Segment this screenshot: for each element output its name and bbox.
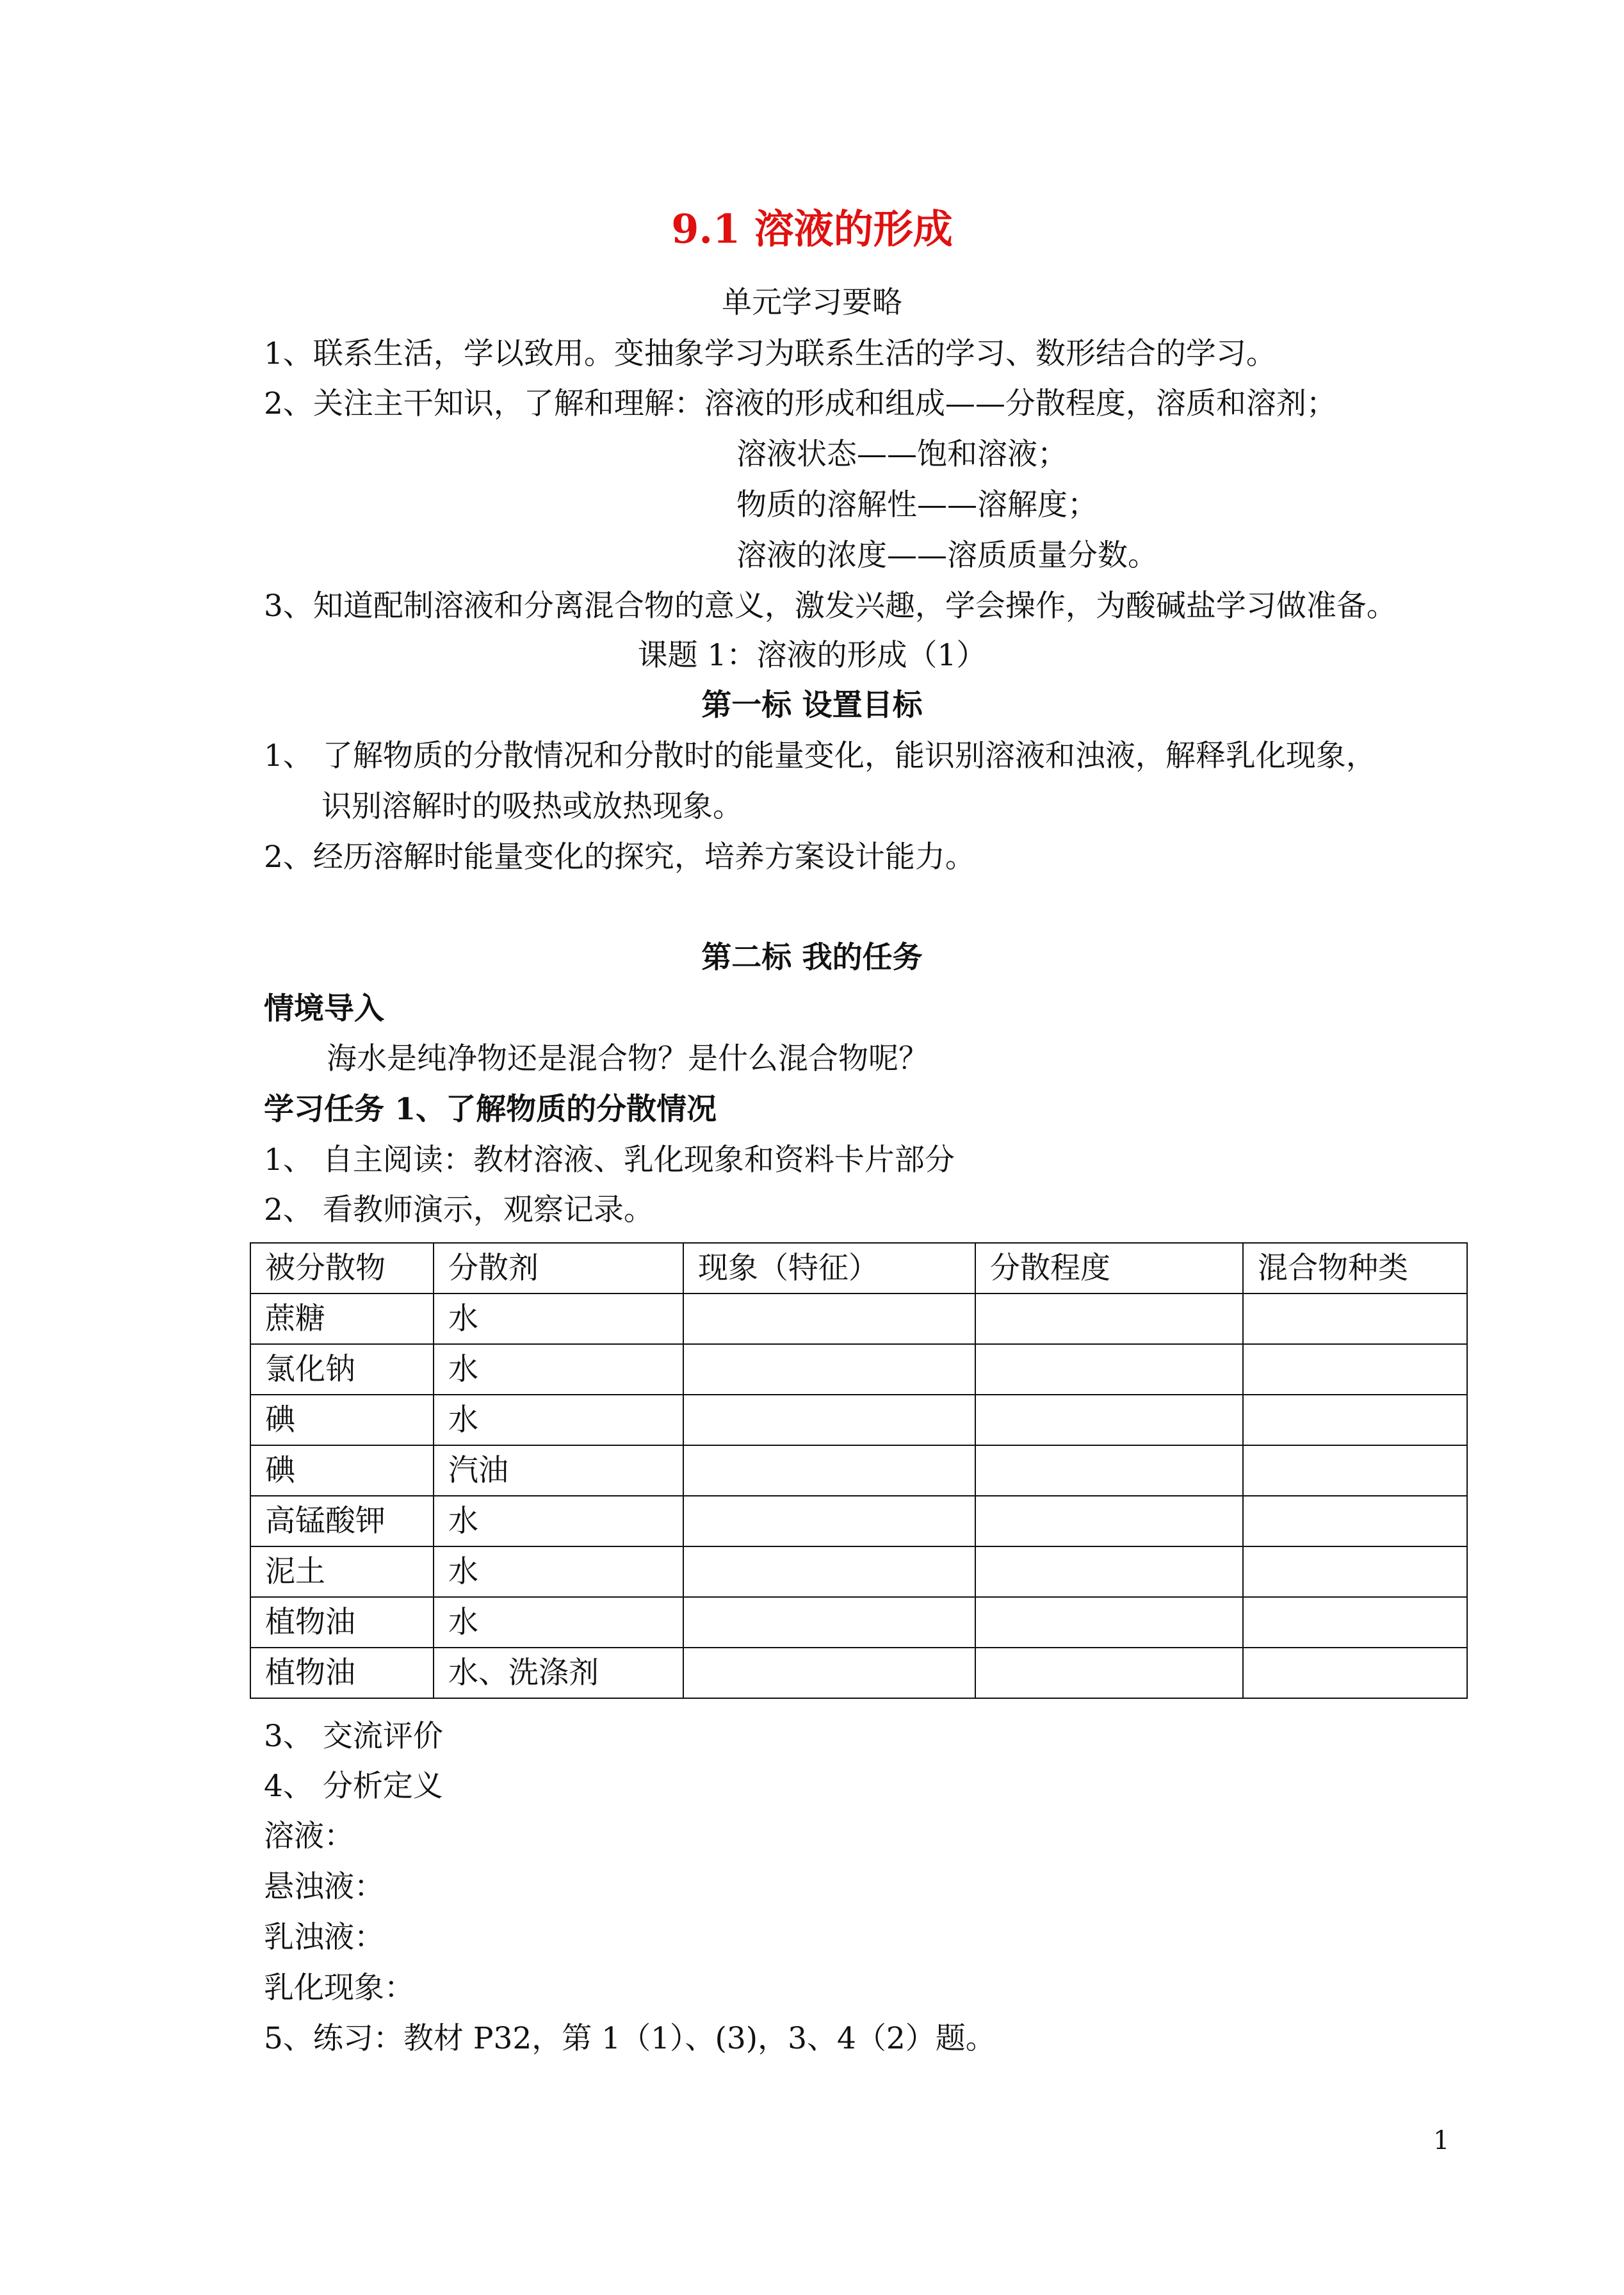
table-row: [250, 1546, 1467, 1597]
table-cell: 水: [434, 1293, 683, 1344]
table-cell: 氯化钠: [250, 1344, 434, 1395]
table-row: [250, 1395, 1467, 1445]
definition-emulsification: 乳化现象：: [264, 1970, 414, 2006]
intro-text: 海水是纯净物还是混合物？是什么混合物呢？: [327, 1041, 929, 1076]
table-cell: 碘: [250, 1395, 434, 1445]
table-cell: [975, 1496, 1243, 1546]
table-cell: [1243, 1293, 1467, 1344]
table-cell: [1243, 1344, 1467, 1395]
table-cell: [683, 1395, 975, 1445]
definition-suspension: 悬浊液：: [264, 1869, 384, 1904]
table-row: [250, 1648, 1467, 1698]
step-5-exercise: 5、练习：教材 P32，第 1（1）、(3)，3、4（2）题。: [264, 2021, 996, 2056]
unit-point-3: 3、知道配制溶液和分离混合物的意义，激发兴趣，学会操作，为酸碱盐学习做准备。: [264, 588, 1397, 624]
header-cell: 被分散物: [250, 1243, 434, 1293]
table-cell: 蔗糖: [250, 1293, 434, 1344]
definition-solution: 溶液：: [264, 1819, 354, 1854]
task1-step-1: 1、 自主阅读：教材溶液、乳化现象和资料卡片部分: [264, 1142, 955, 1178]
table-cell: [975, 1395, 1243, 1445]
task1-heading: 学习任务 1、了解物质的分散情况: [264, 1092, 717, 1127]
table-row: [250, 1496, 1467, 1546]
header-cell: 分散剂: [434, 1243, 683, 1293]
goal-1-cont: 识别溶解时的吸热或放热现象。: [321, 789, 743, 824]
table-row: [250, 1445, 1467, 1496]
goal-1: 1、 了解物质的分散情况和分散时的能量变化，能识别溶液和浊液，解释乳化现象，: [264, 738, 1376, 774]
table-cell: [975, 1546, 1243, 1597]
definition-emulsion: 乳浊液：: [264, 1920, 384, 1955]
table-cell: [683, 1496, 975, 1546]
section2-heading: 第二标 我的任务: [701, 940, 923, 975]
table-row: [250, 1597, 1467, 1648]
table-row: [250, 1344, 1467, 1395]
table-cell: [683, 1648, 975, 1698]
unit-point-2b: 物质的溶解性——溶解度；: [736, 487, 1098, 523]
table-cell: 水: [434, 1597, 683, 1648]
table-cell: 碘: [250, 1445, 434, 1496]
table-cell: [1243, 1496, 1467, 1546]
header-cell: 分散程度: [975, 1243, 1243, 1293]
table-cell: 水: [434, 1496, 683, 1546]
table-cell: [1243, 1395, 1467, 1445]
table-cell: 高锰酸钾: [250, 1496, 434, 1546]
table-cell: 植物油: [250, 1597, 434, 1648]
unit-heading: 单元学习要略: [722, 285, 902, 320]
table-cell: [683, 1597, 975, 1648]
table-cell: [975, 1445, 1243, 1496]
step-3: 3、 交流评价: [264, 1719, 443, 1754]
table-cell: [975, 1344, 1243, 1395]
unit-point-2a: 溶液状态——饱和溶液；: [736, 437, 1068, 472]
table-cell: [1243, 1445, 1467, 1496]
table-cell: [683, 1344, 975, 1395]
unit-point-1: 1、联系生活，学以致用。变抽象学习为联系生活的学习、数形结合的学习。: [264, 336, 1276, 371]
page-number: 1: [1433, 2126, 1450, 2155]
section1-heading: 第一标 设置目标: [701, 688, 923, 723]
table-cell: 水: [434, 1546, 683, 1597]
step-4: 4、 分析定义: [264, 1769, 443, 1804]
observation-table: [250, 1242, 1468, 1699]
table-cell: [975, 1597, 1243, 1648]
table-cell: [1243, 1546, 1467, 1597]
table-cell: 植物油: [250, 1648, 434, 1698]
table-row: [250, 1293, 1467, 1344]
table-cell: [975, 1293, 1243, 1344]
task1-step-2: 2、 看教师演示，观察记录。: [264, 1192, 654, 1228]
unit-point-2: 2、关注主干知识，了解和理解：溶液的形成和组成——分散程度，溶质和溶剂；: [264, 386, 1336, 421]
table-cell: 水: [434, 1344, 683, 1395]
page-title: 9.1 溶液的形成: [671, 206, 953, 252]
lesson-title: 课题 1：溶液的形成（1）: [637, 638, 987, 673]
table-cell: [683, 1546, 975, 1597]
goal-2: 2、经历溶解时能量变化的探究，培养方案设计能力。: [264, 839, 975, 875]
table-cell: [683, 1445, 975, 1496]
table-cell: [683, 1293, 975, 1344]
table-cell: [975, 1648, 1243, 1698]
table-cell: [1243, 1597, 1467, 1648]
table-cell: 汽油: [434, 1445, 683, 1496]
table-cell: [1243, 1648, 1467, 1698]
table-cell: 水: [434, 1395, 683, 1445]
table-header-row: [250, 1243, 1467, 1293]
unit-point-2c: 溶液的浓度——溶质质量分数。: [736, 538, 1158, 573]
header-cell: 现象（特征）: [683, 1243, 975, 1293]
header-cell: 混合物种类: [1243, 1243, 1467, 1293]
table-cell: 泥土: [250, 1546, 434, 1597]
intro-heading: 情境导入: [264, 991, 384, 1026]
table-cell: 水、洗涤剂: [434, 1648, 683, 1698]
